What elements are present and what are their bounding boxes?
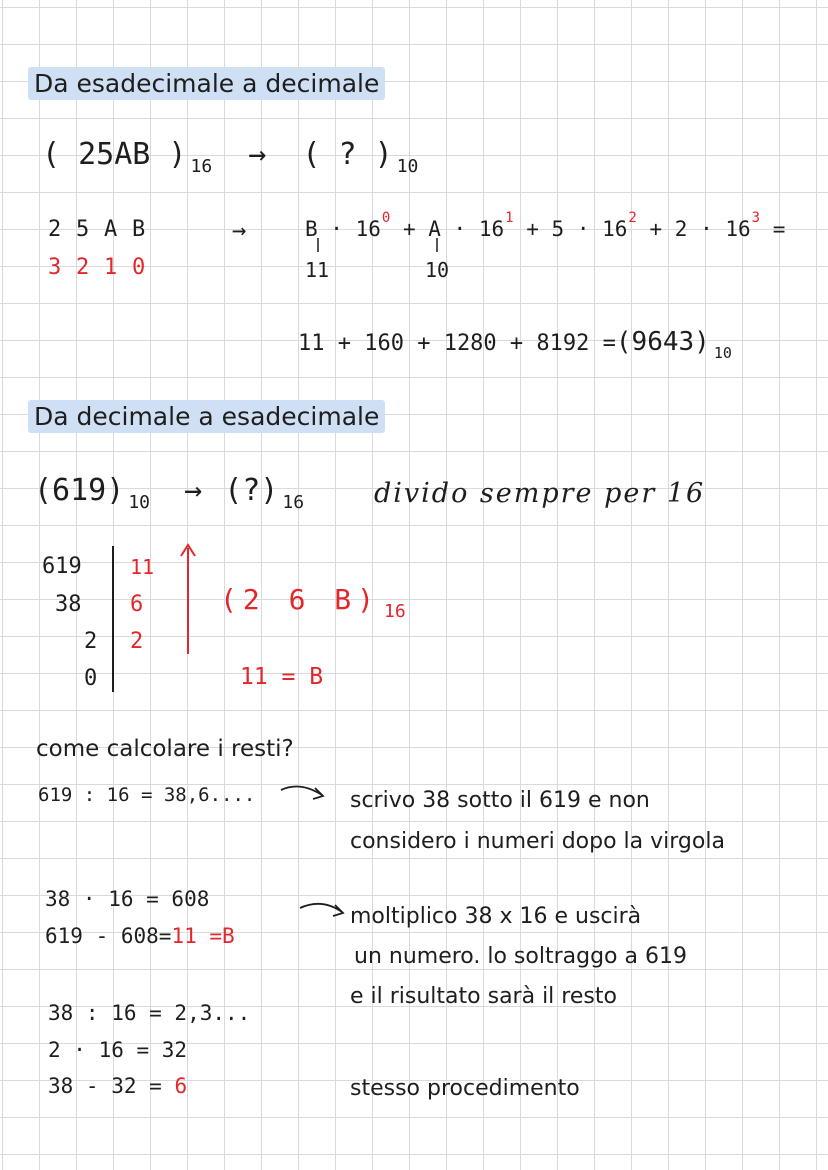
term-exponent: 0 [381,210,391,226]
term-join: + [649,217,663,241]
hex-base: 16 [282,492,305,513]
step3-calc [48,1076,187,1097]
step2-note: e il risultato sarà il resto [350,984,617,1009]
hex-digit: 2 [48,217,62,242]
heading-text: Da esadecimale a decimale [28,67,385,100]
remainder: 2 [130,629,144,654]
term: A · 16 [428,217,505,241]
step3-calc: 2 · 16 = 32 [48,1038,188,1062]
hex-digit: A [104,217,118,242]
hex-base: 16 [190,156,213,177]
hex-digit: B [132,217,146,242]
step3-calc-prefix: 38 - 32 = [48,1074,162,1098]
dec-number: (619) [34,473,125,508]
question: come calcolare i resti? [36,736,294,762]
position-index: 3 [48,255,62,280]
term-exponent: 3 [751,210,761,226]
step3-calc-result: 6 [174,1074,188,1098]
quotient: 0 [84,666,98,691]
hex-result [220,583,406,622]
position-index: 0 [132,255,146,280]
term-join: + [402,217,416,241]
step2-calc-result: 11 =B [171,924,235,948]
sum-result-base: 10 [713,344,732,362]
hex-result-base: 16 [384,601,406,622]
hex-number: ( 25AB ) [42,137,187,172]
method-note: divido sempre per 16 [374,478,706,509]
step1-note: considero i numeri dopo la virgola [350,829,725,854]
arrow-icon: → [248,137,267,172]
dec-base: 10 [396,156,419,177]
quotient: 38 [55,592,82,617]
quotient: 619 [42,554,82,579]
term: 2 · 16 [674,217,751,241]
hex-unknown: (?) [224,473,279,508]
quotient: 2 [84,629,98,654]
position-index: 2 [76,255,90,280]
term-exponent: 2 [628,210,637,226]
term-join: + [526,217,539,241]
step2-note: un numero. lo soltraggo a 619 [354,944,687,969]
term: 5 · 16 [551,217,628,241]
term: B · 16 [305,217,381,241]
dec-base: 10 [128,492,150,513]
step1-note: scrivo 38 sotto il 619 e non [350,788,650,813]
step3-calc: 38 : 16 = 2,3... [48,1001,251,1025]
equivalence: 11 = B [240,664,324,690]
hex-digit: 5 [76,217,90,242]
arrow-icon: → [184,473,203,508]
step1-calc: 619 : 16 = 38,6.... [38,784,256,806]
b-value: 11 [305,258,330,282]
arrow-icon: → [232,216,247,244]
step2-calc-prefix: 619 - 608= [45,924,172,948]
remainder: 11 [130,555,155,579]
step2-calc: 38 · 16 = 608 [45,887,210,911]
step3-note: stesso procedimento [350,1076,580,1101]
sum-terms: 11 + 160 + 1280 + 8192 = [298,331,616,356]
step2-note: moltiplico 38 x 16 e uscirà [350,904,642,929]
remainder: 6 [130,592,144,617]
term-exponent: 1 [505,210,514,226]
position-index: 1 [104,255,118,280]
hex-result-number: (2 6 B) [220,583,381,616]
a-value: 10 [425,258,450,282]
sum-result: (9643) [615,327,710,357]
term-join: = [772,217,786,241]
heading-text: Da decimale a esadecimale [28,400,385,433]
step2-calc [45,926,235,947]
dec-unknown: ( ? ) [302,137,393,172]
